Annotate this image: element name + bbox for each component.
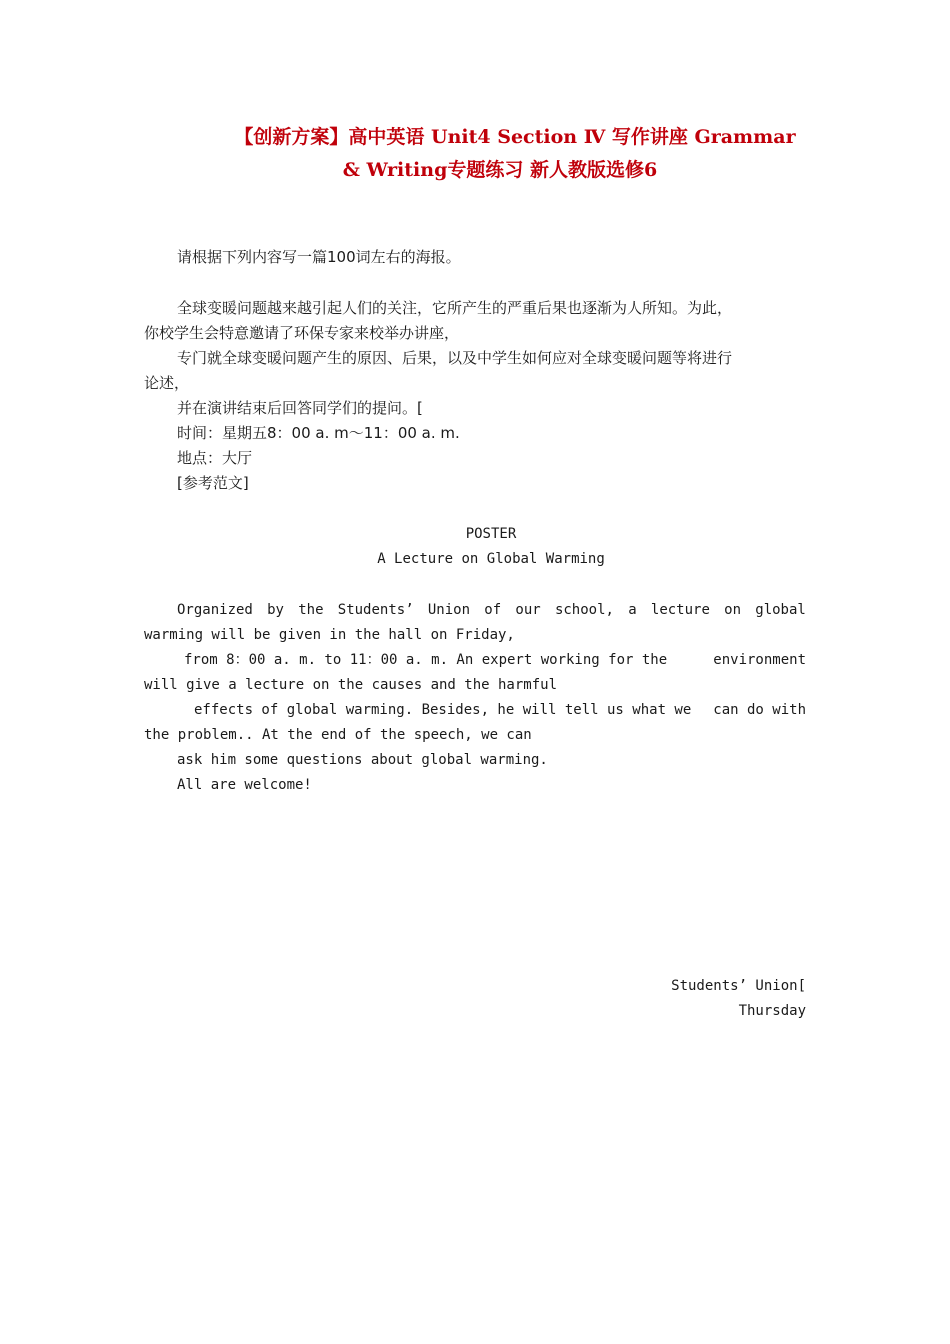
poster-line-1 xyxy=(144,598,806,623)
poster-line-3 xyxy=(144,648,806,673)
poster-line-1-word: lecture xyxy=(650,602,710,618)
document-title-line-2: & Writing专题练习 新人教版选修6 xyxy=(342,159,658,181)
task-instruction: 请根据下列内容写一篇100词左右的海报。 xyxy=(177,248,461,266)
task-paragraph-2a: 专门就全球变暖问题产生的原因、后果，以及中学生如何应对全球变暖问题等将进行 xyxy=(177,349,733,367)
poster-line-4: will give a lecture on the causes and the harmful xyxy=(144,677,558,693)
poster-line-3-left: from 8：00 a. m. to 11：00 a. m. An expert working for the xyxy=(184,652,668,668)
poster-line-1-word: our xyxy=(515,602,541,618)
poster-line-2: warming will be given in the hall on Friday, xyxy=(144,627,515,643)
poster-line-1-word: a xyxy=(628,602,637,618)
task-paragraph-2b: 论述， xyxy=(144,374,190,392)
poster-date: Thursday xyxy=(738,1003,806,1019)
reference-heading: [参考范文] xyxy=(177,474,249,492)
task-time: 时间：星期五8：00 a. m～11：00 a. m. xyxy=(177,424,460,442)
poster-line-5-left: effects of global warming. Besides, he will tell us what we xyxy=(194,702,692,718)
poster-line-1-word: school, xyxy=(554,602,614,618)
poster-line-1-word: global xyxy=(755,602,806,618)
poster-heading: POSTER xyxy=(465,526,517,542)
task-paragraph-1a: 全球变暖问题越来越引起人们的关注，它所产生的严重后果也逐渐为人所知。为此， xyxy=(177,299,733,317)
poster-subheading: A Lecture on Global Warming xyxy=(377,551,605,567)
task-paragraph-1b: 你校学生会特意邀请了环保专家来校举办讲座， xyxy=(144,324,460,342)
poster-line-3-right: environment xyxy=(713,652,806,668)
poster-line-5-right: can do with xyxy=(713,702,806,718)
task-place: 地点：大厅 xyxy=(177,449,253,467)
poster-line-8: All are welcome! xyxy=(177,777,312,793)
document-title-line-1: 【创新方案】高中英语 Unit4 Section Ⅳ 写作讲座 Grammar xyxy=(234,126,796,148)
poster-line-5 xyxy=(144,698,806,723)
poster-line-1-word: on xyxy=(724,602,742,618)
poster-line-1-word: the xyxy=(298,602,324,618)
poster-line-1-word: Organized xyxy=(177,602,253,618)
poster-line-1-word: Union xyxy=(427,602,471,618)
poster-signature: Students’ Union[ xyxy=(671,978,806,994)
poster-line-7: ask him some questions about global warming. xyxy=(177,752,548,768)
task-paragraph-3: 并在演讲结束后回答同学们的提问。[ xyxy=(177,399,423,417)
poster-line-1-word: Students’ xyxy=(337,602,414,618)
poster-line-6: the problem.. At the end of the speech, we can xyxy=(144,727,532,743)
poster-line-1-word: by xyxy=(267,602,284,618)
poster-line-1-word: of xyxy=(484,602,502,618)
